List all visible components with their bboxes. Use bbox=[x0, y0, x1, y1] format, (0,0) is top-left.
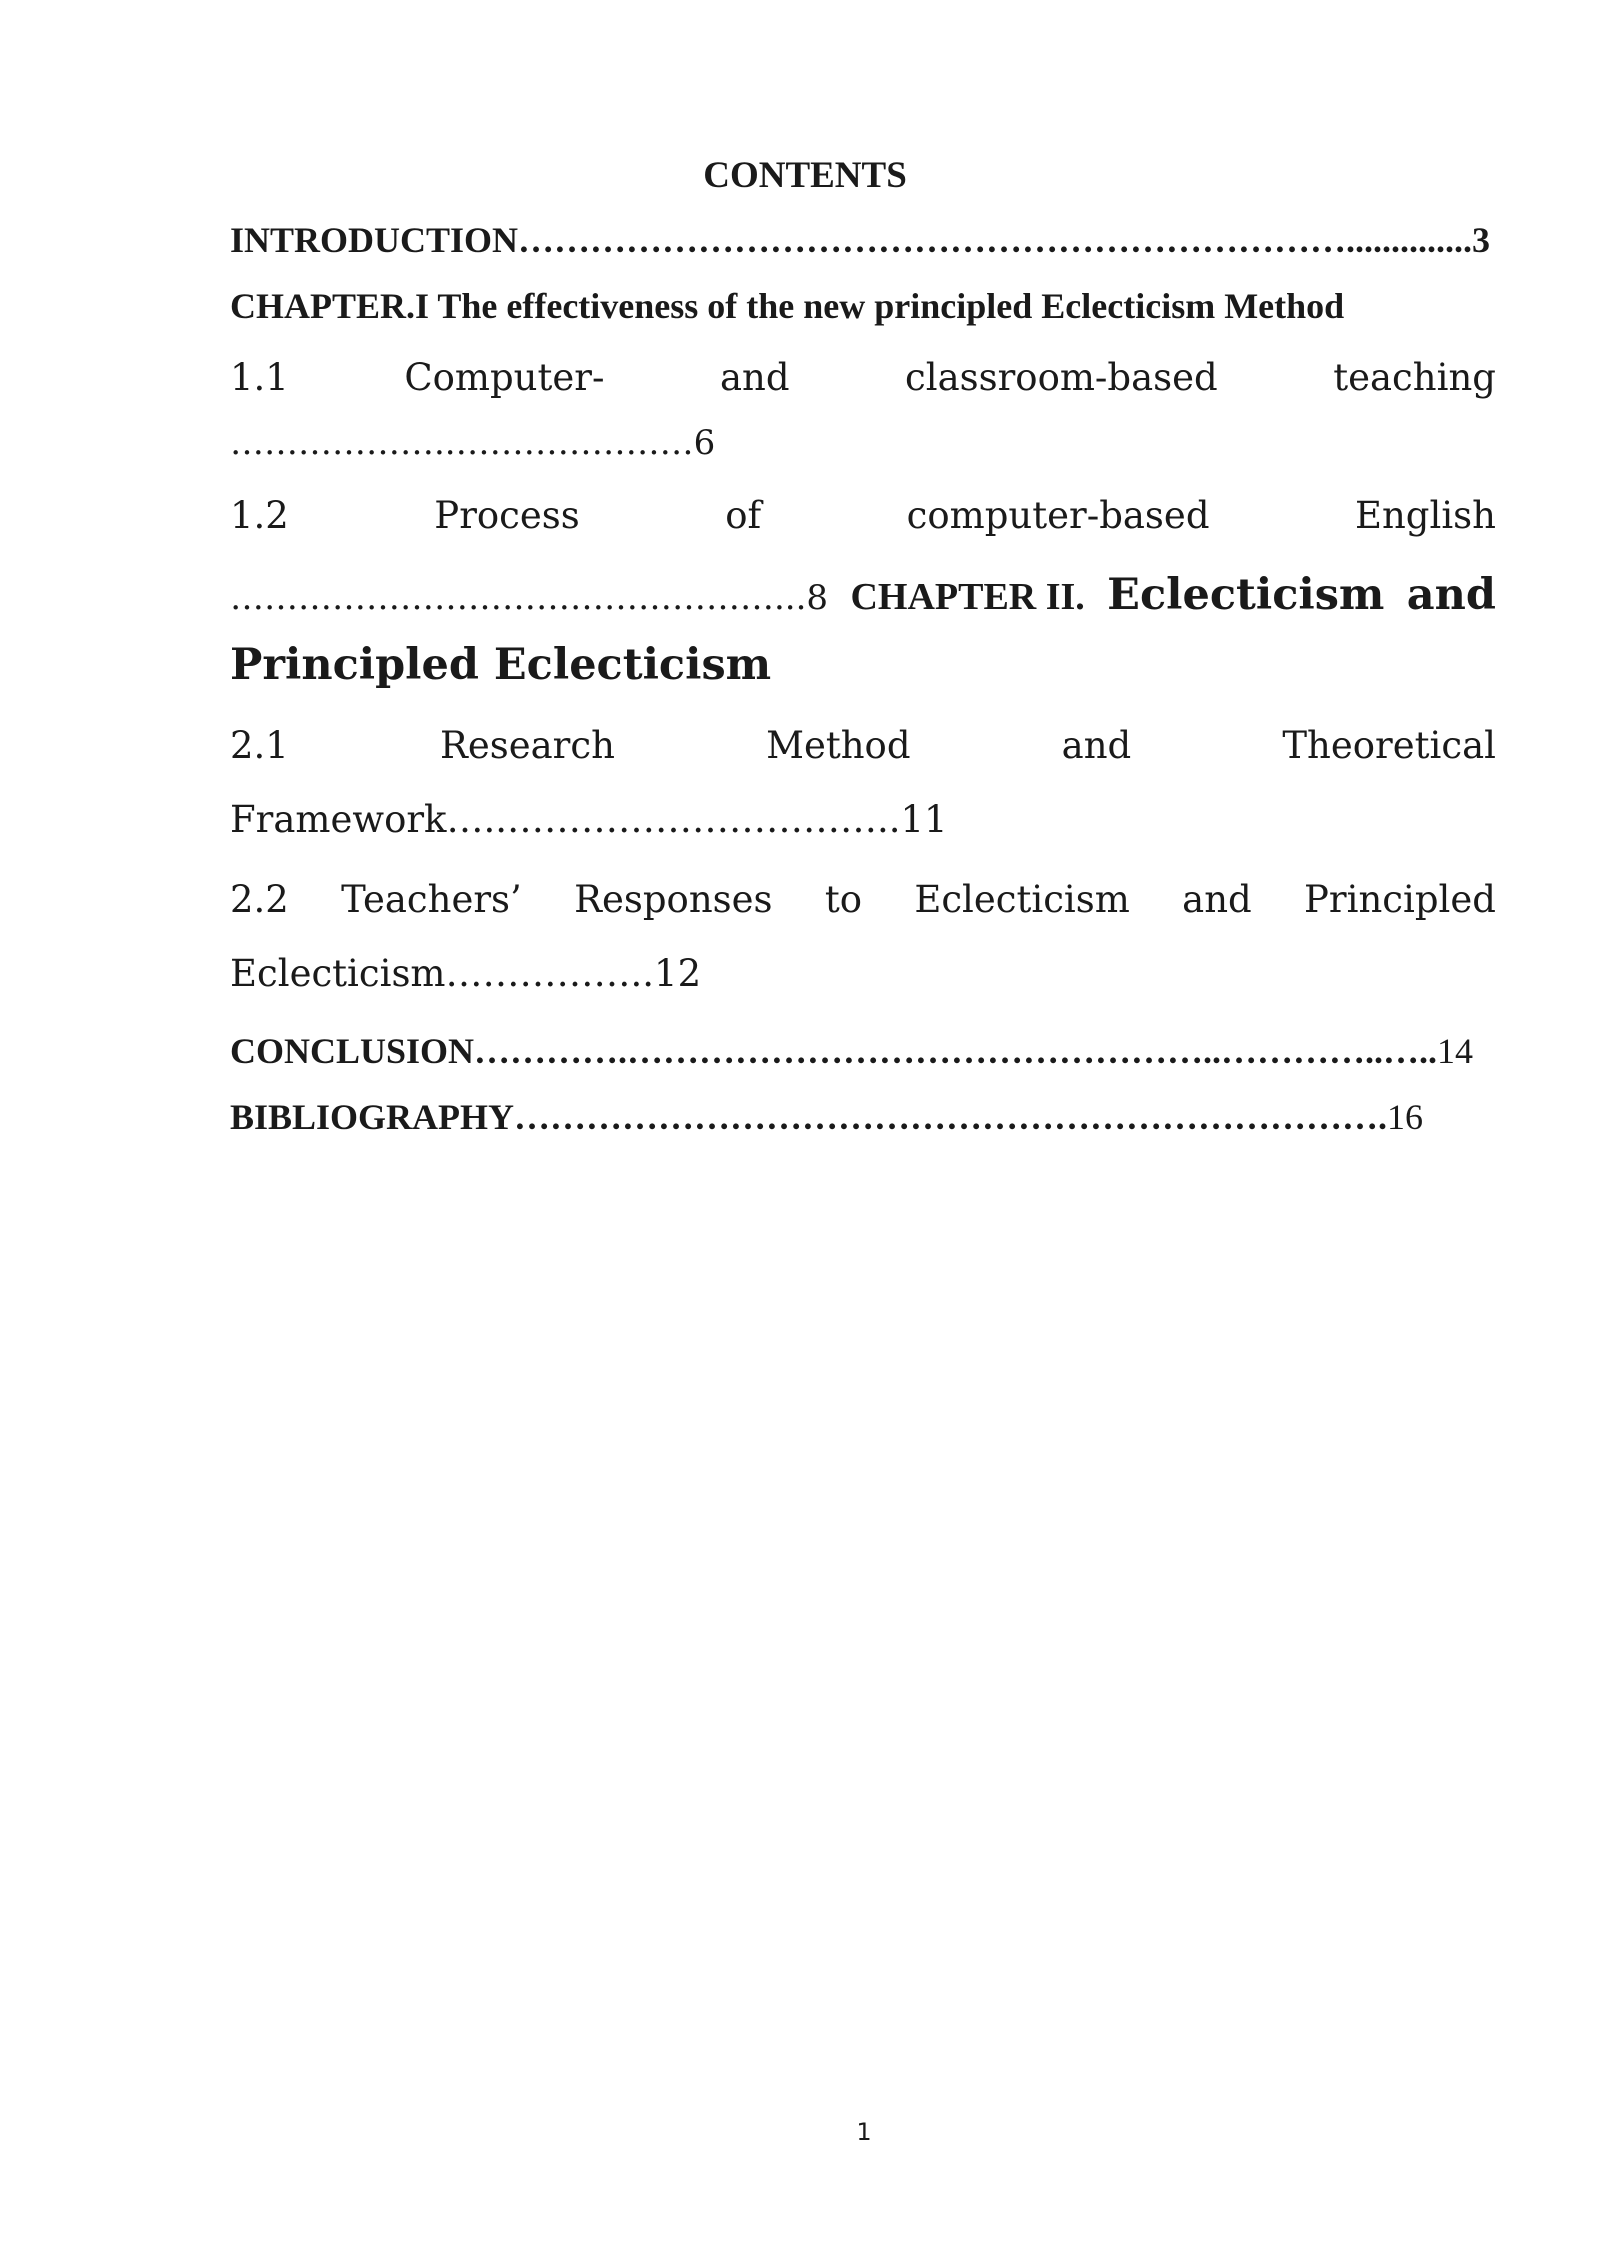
toc-entry-label: CONCLUSION bbox=[230, 1031, 475, 1071]
toc-number: 2.1 bbox=[230, 724, 289, 767]
toc-word: of bbox=[725, 494, 762, 537]
toc-entry-1-2-leader-line bbox=[230, 570, 1496, 620]
page-number: 1 bbox=[856, 2118, 872, 2146]
toc-word: Computer- bbox=[404, 356, 605, 399]
toc-word: Eclecticism bbox=[914, 878, 1130, 921]
toc-entry-chapter-2-line2[interactable]: Principled Eclecticism bbox=[230, 640, 772, 690]
toc-word: Method bbox=[766, 724, 911, 767]
toc-word: classroom-based bbox=[905, 356, 1218, 399]
toc-word: English bbox=[1354, 494, 1496, 537]
toc-word: Responses bbox=[574, 878, 773, 921]
toc-entry-label: CHAPTER.I The effectiveness of the new principled Eclecticism Method bbox=[230, 286, 1345, 326]
toc-leader: ………………………………………….. bbox=[230, 578, 796, 618]
toc-entry-2-2-line2: Eclecticism……………..12 bbox=[230, 952, 702, 995]
toc-number: 2.2 bbox=[230, 878, 289, 921]
toc-word: and bbox=[1182, 878, 1252, 921]
toc-word: computer-based bbox=[906, 494, 1210, 537]
toc-word: Research bbox=[439, 724, 615, 767]
chapter-2-label[interactable]: CHAPTER II. bbox=[850, 576, 1085, 618]
chapter-2-word[interactable]: Eclecticism bbox=[1107, 570, 1385, 620]
toc-entry-2-2[interactable] bbox=[230, 878, 1496, 921]
toc-entry-introduction[interactable] bbox=[230, 222, 1490, 258]
contents-title: CONTENTS bbox=[703, 155, 907, 196]
toc-leader: ………….…………………………………………..…………..….. bbox=[474, 1031, 1438, 1071]
toc-entry-bibliography[interactable] bbox=[230, 1099, 1423, 1135]
toc-entry-2-1-line2: Framework…..…………………………..11 bbox=[230, 798, 948, 841]
toc-page-number: 6 bbox=[693, 423, 716, 463]
toc-entry-label: INTRODUCTION bbox=[230, 220, 519, 260]
toc-word: Principled bbox=[1304, 878, 1496, 921]
toc-page-number: 16 bbox=[1387, 1097, 1424, 1137]
toc-word: to bbox=[824, 878, 862, 921]
chapter-2-word[interactable]: and bbox=[1406, 570, 1496, 620]
toc-entry-2-1[interactable] bbox=[230, 724, 1496, 767]
toc-entry-label: BIBLIOGRAPHY bbox=[230, 1097, 515, 1137]
toc-word: Teachers’ bbox=[341, 878, 522, 921]
toc-word: and bbox=[719, 356, 790, 399]
toc-leader: …………………………………………………………… bbox=[518, 220, 1347, 260]
toc-page-number: .8 bbox=[795, 578, 829, 618]
toc-entry-1-1-leader-line bbox=[230, 423, 716, 463]
toc-leader: ………………………………………………………………. bbox=[514, 1097, 1388, 1137]
toc-leader-group bbox=[230, 578, 828, 618]
toc-entry-chapter-1[interactable] bbox=[230, 288, 1344, 324]
toc-entry-conclusion[interactable] bbox=[230, 1033, 1473, 1069]
toc-page-number: 14 bbox=[1437, 1031, 1474, 1071]
toc-word: teaching bbox=[1333, 356, 1496, 399]
toc-entry-1-1[interactable] bbox=[230, 356, 1496, 399]
toc-entry-1-2[interactable] bbox=[230, 494, 1496, 537]
toc-leader: ………………..………………… bbox=[230, 423, 694, 463]
toc-word: and bbox=[1061, 724, 1132, 767]
toc-number: 1.2 bbox=[230, 494, 289, 537]
toc-word: Process bbox=[434, 494, 580, 537]
toc-page-number: ..............3 bbox=[1346, 220, 1491, 260]
toc-word: Theoretical bbox=[1282, 724, 1496, 767]
toc-number: 1.1 bbox=[230, 356, 289, 399]
